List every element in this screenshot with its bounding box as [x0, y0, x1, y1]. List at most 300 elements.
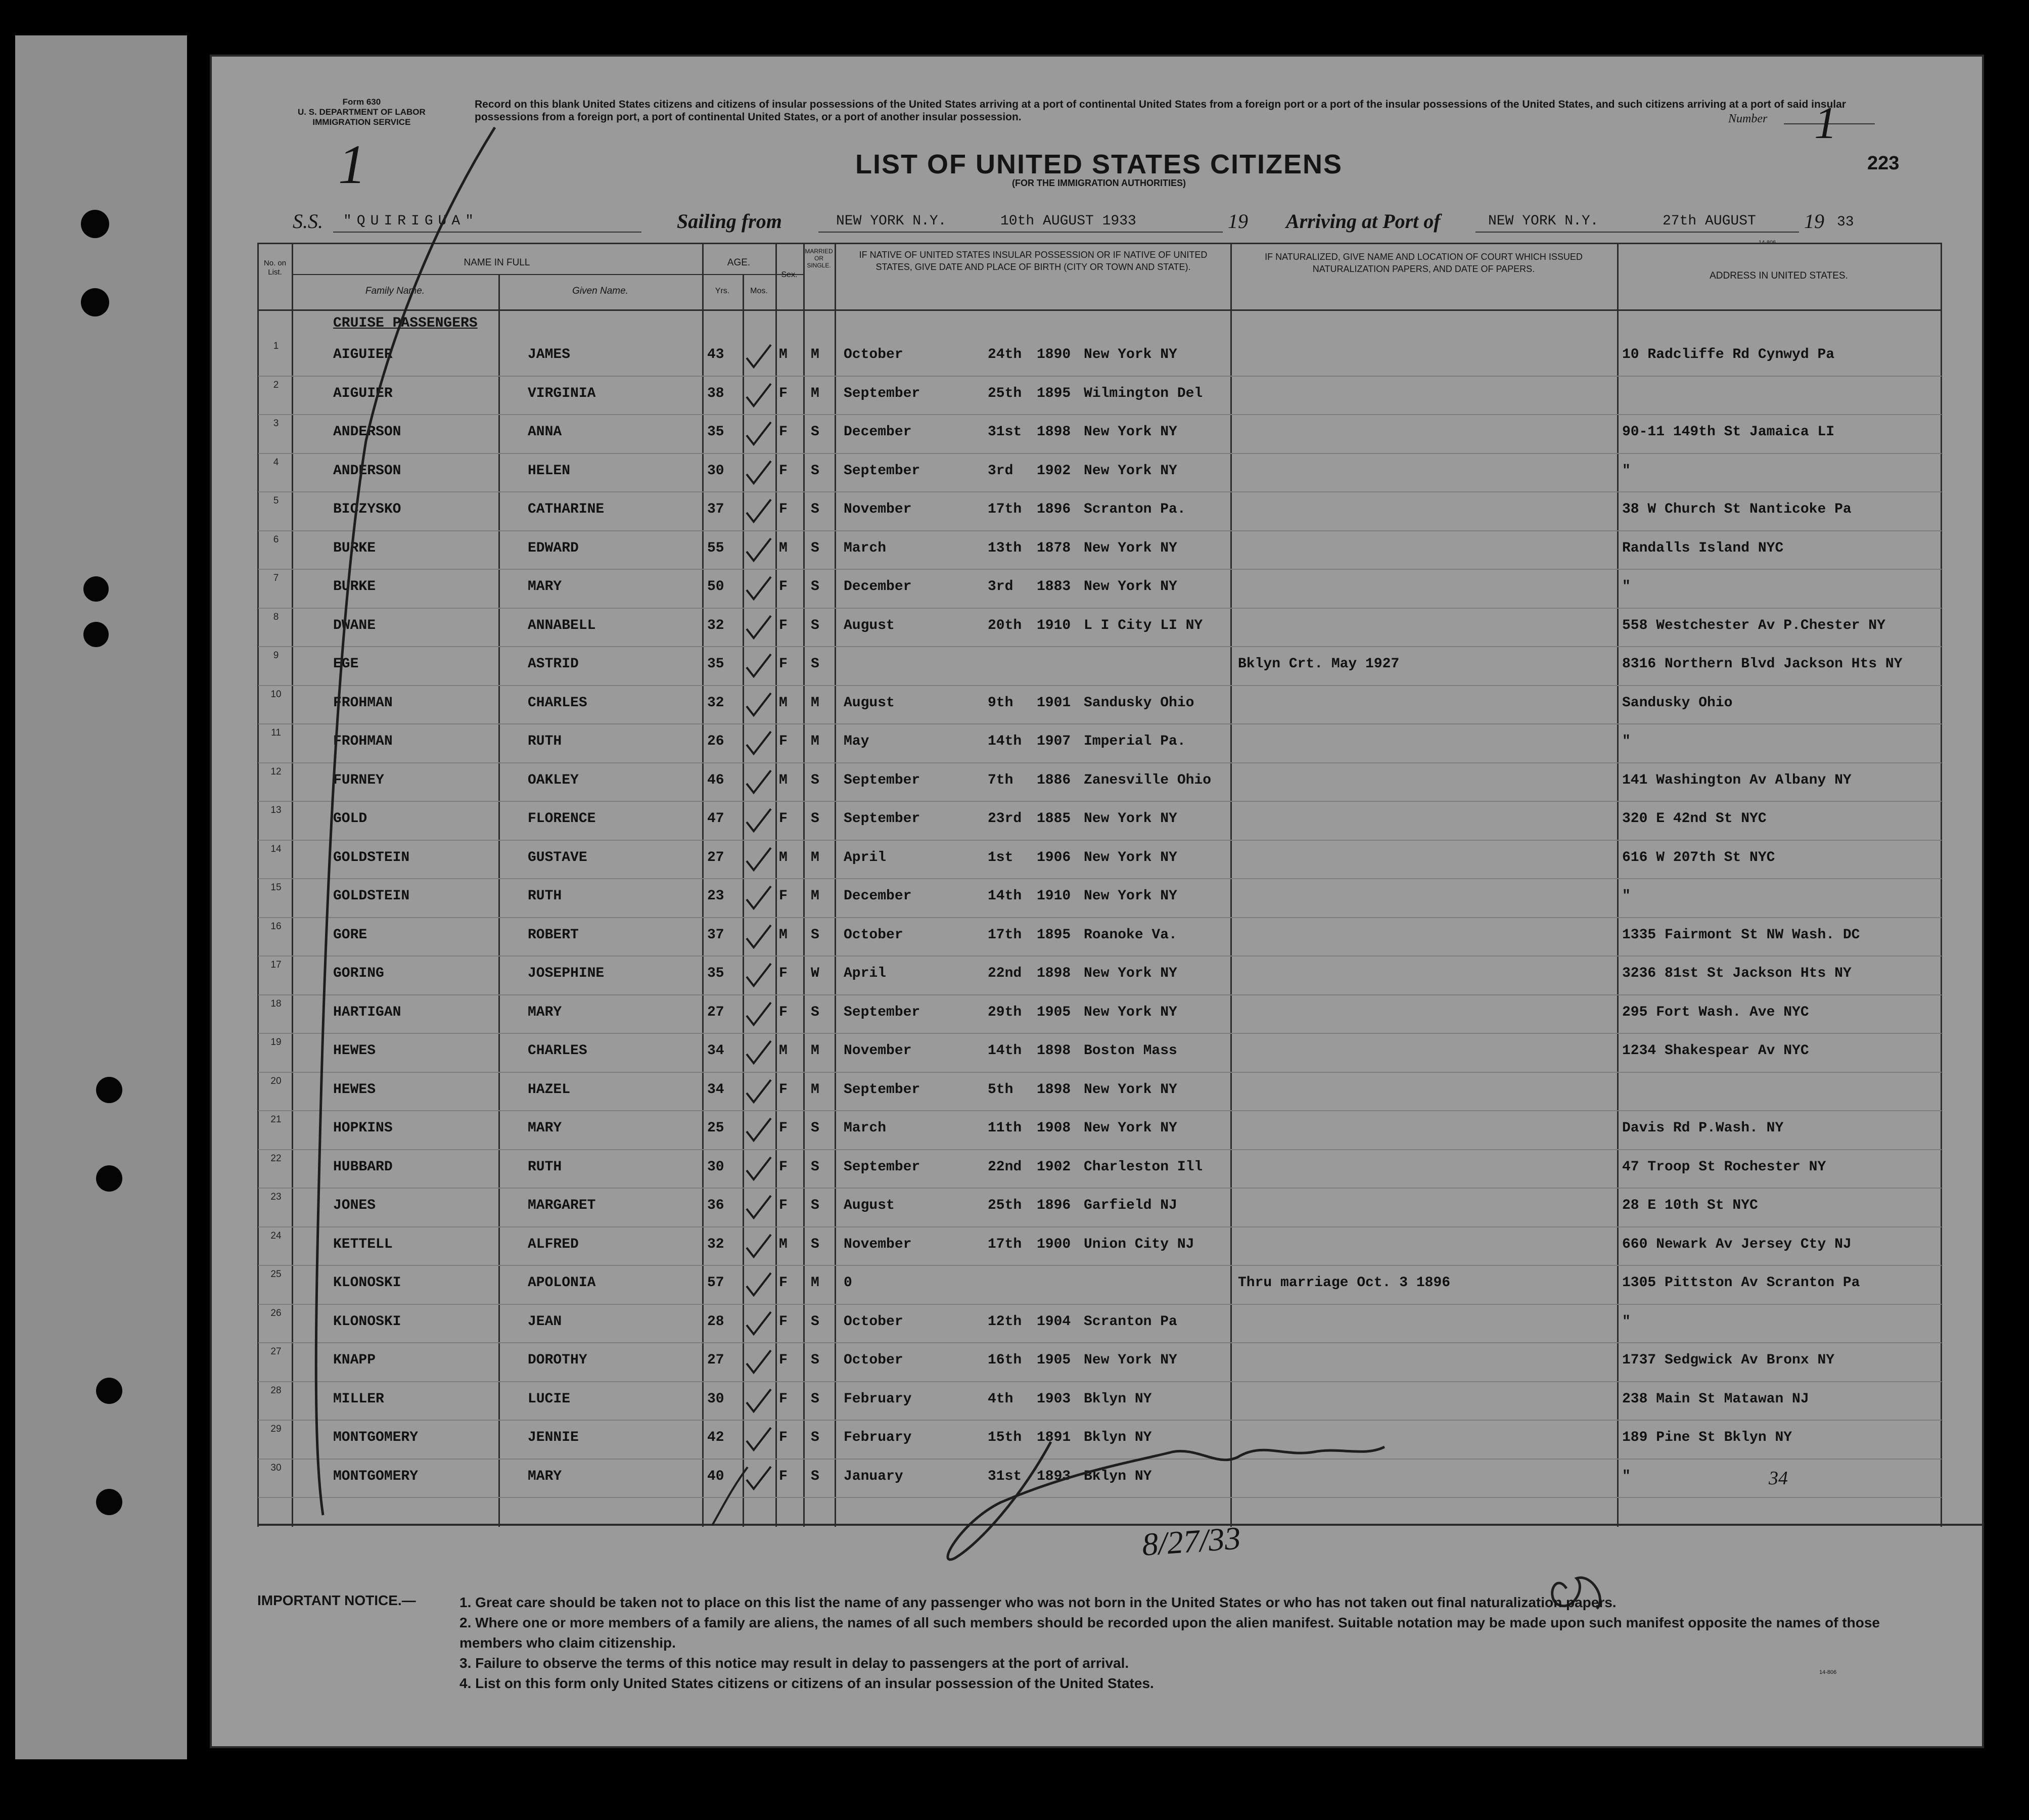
row-day: 25th [988, 1198, 1022, 1213]
row-year: 1906 [1037, 849, 1071, 866]
row-place: Roanoke Va. [1084, 927, 1177, 943]
row-status: M [811, 888, 819, 904]
row-year: 1910 [1037, 617, 1071, 633]
row-sex: F [779, 1081, 788, 1098]
row-year: 1886 [1037, 772, 1071, 788]
row-month: February [844, 1430, 912, 1445]
row-given: CHARLES [528, 1043, 587, 1059]
row-place: New York NY [1084, 888, 1177, 904]
row-address: " [1622, 888, 1631, 904]
row-status: M [811, 1081, 819, 1098]
row-place: Garfield NJ [1084, 1198, 1177, 1213]
row-address: Sandusky Ohio [1622, 695, 1733, 711]
row-month: May [844, 734, 869, 749]
row-no: 28 [270, 1385, 282, 1396]
col-header-married: MARRIED OR SINGLE. [805, 248, 833, 269]
row-month: August [844, 617, 895, 633]
row-sex: M [779, 695, 788, 711]
code-bottom: 14-806 [1819, 1669, 1837, 1675]
service-name: IMMIGRATION SERVICE [312, 117, 411, 127]
row-place: New York NY [1084, 966, 1177, 981]
row-day: 3rd [988, 579, 1013, 595]
row-status: S [811, 1352, 819, 1368]
row-no: 13 [270, 805, 282, 815]
row-place: Bklyn NY [1084, 1468, 1152, 1484]
sum-mark: 34 [1769, 1468, 1788, 1489]
row-place: Wilmington Del [1084, 385, 1203, 401]
col-header-name: NAME IN FULL [464, 257, 530, 268]
row-month: December [844, 579, 912, 595]
row-year: 1904 [1037, 1313, 1071, 1330]
row-sex: M [779, 1236, 788, 1252]
punch-hole [81, 288, 109, 316]
row-no: 22 [270, 1153, 282, 1164]
row-naturalized: Thru marriage Oct. 3 1896 [1238, 1275, 1451, 1291]
row-day: 4th [988, 1391, 1013, 1407]
row-address: " [1622, 463, 1631, 479]
row-given: DOROTHY [528, 1352, 587, 1368]
row-status: M [811, 347, 819, 362]
arrival-port: NEW YORK N.Y. [1488, 213, 1599, 229]
row-family: BURKE [333, 540, 376, 556]
row-month: November [844, 1043, 912, 1059]
row-given: JEAN [528, 1313, 562, 1330]
row-family: DWANE [333, 617, 376, 633]
row-address: 47 Troop St Rochester NY [1622, 1159, 1826, 1175]
row-family: KNAPP [333, 1352, 376, 1368]
row-status: S [811, 1236, 819, 1252]
row-given: MARY [528, 1004, 562, 1020]
row-no: 30 [270, 1462, 282, 1473]
notice-heading: IMPORTANT NOTICE.— [257, 1592, 416, 1608]
row-no: 18 [270, 998, 282, 1009]
row-address: 1335 Fairmont St NW Wash. DC [1622, 927, 1860, 943]
row-given: APOLONIA [528, 1275, 596, 1291]
row-given: JOSEPHINE [528, 966, 605, 981]
row-address: 660 Newark Av Jersey Cty NJ [1622, 1236, 1852, 1252]
arrival-date: 27th AUGUST [1663, 213, 1756, 229]
row-year: 1907 [1037, 734, 1071, 749]
row-no: 1 [273, 341, 279, 351]
row-address: 8316 Northern Blvd Jackson Hts NY [1622, 656, 1903, 672]
col-header-yrs: Yrs. [715, 287, 730, 295]
row-status: S [811, 1198, 819, 1213]
row-status: S [811, 811, 819, 827]
row-age: 38 [707, 385, 724, 401]
row-year: 1895 [1037, 385, 1071, 401]
row-no: 19 [270, 1037, 282, 1048]
row-family: GORING [333, 966, 384, 981]
row-status: S [811, 1313, 819, 1330]
row-given: ANNA [528, 424, 562, 440]
row-family: HUBBARD [333, 1159, 393, 1175]
row-day: 3rd [988, 463, 1013, 479]
row-sex: F [779, 811, 788, 827]
row-address: Davis Rd P.Wash. NY [1622, 1120, 1784, 1136]
row-sex: F [779, 966, 788, 981]
row-place: New York NY [1084, 1004, 1177, 1020]
row-place: Charleston Ill [1084, 1159, 1203, 1175]
ss-label: S.S. [293, 210, 323, 233]
row-address: 558 Westchester Av P.Chester NY [1622, 617, 1885, 633]
punch-hole [96, 1489, 122, 1515]
row-place: Union City NJ [1084, 1236, 1194, 1252]
row-given: RUTH [528, 888, 562, 904]
row-day: 13th [988, 540, 1022, 556]
margin-check-stroke [316, 127, 495, 1515]
row-family: FROHMAN [333, 734, 393, 749]
row-place: New York NY [1084, 1120, 1177, 1136]
row-family: AIGUIER [333, 385, 393, 401]
number-value: 1 [1814, 98, 1837, 148]
row-status: S [811, 424, 819, 440]
row-address: 141 Washington Av Albany NY [1622, 772, 1852, 788]
row-sex: F [779, 579, 788, 595]
row-age: 34 [707, 1043, 724, 1059]
col-header-naturalized: IF NATURALIZED, GIVE NAME AND LOCATION OF COURT WHICH ISSUED NATURALIZATION PAPERS, AND DATE OF PAPERS. [1265, 252, 1583, 274]
row-day: 15th [988, 1430, 1022, 1445]
notice-item: 2. Where one or more members of a family are aliens, the names of all such members should be recorded upon the alien manifest. Suitable notation may be made upon such manifest opposite the names of those members who claim citizenship. [459, 1615, 1880, 1651]
row-sex: F [779, 424, 788, 440]
col-header-mos: Mos. [750, 287, 768, 295]
row-family: GOLD [333, 811, 367, 827]
row-sex: M [779, 540, 788, 556]
row-month: October [844, 1352, 903, 1368]
row-year: 1878 [1037, 540, 1071, 556]
row-age: 35 [707, 966, 724, 981]
row-place: New York NY [1084, 424, 1177, 440]
row-sex: F [779, 463, 788, 479]
row-no: 14 [270, 843, 282, 854]
handwritten-mark: 1 [338, 133, 366, 195]
row-status: M [811, 695, 819, 711]
row-day: 22nd [988, 966, 1022, 981]
row-family: BURKE [333, 579, 376, 595]
row-sex: M [779, 849, 788, 866]
row-sex: F [779, 1313, 788, 1330]
row-month: October [844, 927, 903, 943]
col-header-birth: IF NATIVE OF UNITED STATES INSULAR POSSESSION OR IF NATIVE OF UNITED STATES, GIVE DATE AND PLACE OF BIRTH (CITY OR TOWN AND STATE). [859, 250, 1208, 272]
row-age: 30 [707, 463, 724, 479]
row-no: 2 [273, 379, 279, 390]
row-month: 0 [844, 1275, 852, 1291]
row-no: 24 [270, 1230, 282, 1241]
punch-hole [96, 1077, 122, 1103]
row-given: CATHARINE [528, 502, 605, 517]
row-no: 15 [270, 882, 282, 893]
row-day: 17th [988, 927, 1022, 943]
row-given: ANNABELL [528, 617, 596, 633]
row-address: 320 E 42nd St NYC [1622, 811, 1767, 827]
row-given: RUTH [528, 734, 562, 749]
row-place: Scranton Pa. [1084, 502, 1186, 517]
row-year: 1893 [1037, 1468, 1071, 1484]
row-age: 30 [707, 1159, 724, 1175]
notice-item: 1. Great care should be taken not to place on this list the name of any passenger who was not born in the United States or who has not taken out final naturalization papers. [459, 1595, 1617, 1610]
row-month: September [844, 1081, 920, 1098]
row-address: " [1622, 579, 1631, 595]
year-prefix: 19 [1228, 210, 1248, 233]
row-family: FROHMAN [333, 695, 393, 711]
punch-hole [96, 1165, 122, 1192]
row-age: 42 [707, 1430, 724, 1445]
row-sex: F [779, 617, 788, 633]
row-address: 38 W Church St Nanticoke Pa [1622, 502, 1852, 517]
col-header-family: Family Name. [365, 286, 425, 296]
row-no: 8 [273, 611, 279, 622]
row-place: New York NY [1084, 463, 1177, 479]
row-age: 27 [707, 1352, 724, 1368]
row-month: August [844, 695, 895, 711]
row-age: 37 [707, 927, 724, 943]
row-status: S [811, 1391, 819, 1407]
row-family: ANDERSON [333, 424, 401, 440]
notice-list [459, 1592, 1941, 1694]
row-month: November [844, 502, 912, 517]
col-header-age: AGE. [727, 257, 751, 268]
row-given: MARY [528, 1468, 562, 1484]
form-number: Form 630 [342, 97, 381, 107]
row-month: April [844, 849, 887, 866]
row-day: 14th [988, 734, 1022, 749]
row-family: GORE [333, 927, 367, 943]
row-given: VIRGINIA [528, 385, 596, 401]
row-year: 1898 [1037, 966, 1071, 981]
row-status: S [811, 927, 819, 943]
punch-hole [83, 622, 109, 647]
row-month: September [844, 1159, 920, 1175]
row-naturalized: Bklyn Crt. May 1927 [1238, 656, 1400, 672]
row-address: " [1622, 734, 1631, 749]
manifest-sheet [210, 55, 1984, 1748]
row-year: 1903 [1037, 1391, 1071, 1407]
row-month: December [844, 888, 912, 904]
row-month: October [844, 347, 903, 362]
row-family: HEWES [333, 1043, 376, 1059]
number-label: Number [1728, 112, 1768, 125]
row-age: 57 [707, 1275, 724, 1291]
row-no: 20 [270, 1075, 282, 1086]
row-address: 1305 Pittston Av Scranton Pa [1622, 1275, 1860, 1291]
row-year: 1902 [1037, 1159, 1071, 1175]
punch-hole [83, 576, 109, 602]
arriving-label: Arriving at Port of [1286, 210, 1441, 233]
row-month: April [844, 966, 887, 981]
row-year: 1898 [1037, 1081, 1071, 1098]
ship-name: "QUIRIGUA" [343, 213, 479, 229]
section-label: CRUISE PASSENGERS [333, 315, 478, 331]
row-given: MARY [528, 579, 562, 595]
punch-hole [81, 210, 109, 238]
row-month: February [844, 1391, 912, 1407]
row-sex: M [779, 927, 788, 943]
row-day: 25th [988, 385, 1022, 401]
row-year: 1900 [1037, 1236, 1071, 1252]
row-family: HOPKINS [333, 1120, 393, 1136]
row-sex: M [779, 347, 788, 362]
row-age: 35 [707, 656, 724, 672]
row-address: 10 Radcliffe Rd Cynwyd Pa [1622, 347, 1835, 362]
row-given: CHARLES [528, 695, 587, 711]
row-age: 30 [707, 1391, 724, 1407]
row-status: S [811, 579, 819, 595]
row-year: 1908 [1037, 1120, 1071, 1136]
row-day: 5th [988, 1081, 1013, 1098]
row-sex: F [779, 734, 788, 749]
row-age: 32 [707, 617, 724, 633]
row-month: August [844, 1198, 895, 1213]
row-no: 11 [271, 727, 281, 738]
row-place: Boston Mass [1084, 1043, 1177, 1059]
col-header-sex: Sex. [781, 270, 798, 279]
row-age: 43 [707, 347, 724, 362]
row-given: JENNIE [528, 1430, 579, 1445]
row-address: 189 Pine St Bklyn NY [1622, 1430, 1792, 1445]
row-family: KLONOSKI [333, 1275, 401, 1291]
row-address: 1737 Sedgwick Av Bronx NY [1622, 1352, 1835, 1368]
row-family: KETTELL [333, 1236, 393, 1252]
row-address: 90-11 149th St Jamaica LI [1622, 424, 1835, 440]
sailing-date: 10th AUGUST 1933 [1000, 213, 1136, 229]
row-year: 1895 [1037, 927, 1071, 943]
row-status: S [811, 1159, 819, 1175]
row-no: 6 [273, 534, 279, 545]
row-given: LUCIE [528, 1391, 571, 1407]
row-sex: F [779, 1004, 788, 1020]
row-year: 1885 [1037, 811, 1071, 827]
row-family: HARTIGAN [333, 1004, 401, 1020]
row-family: JONES [333, 1198, 376, 1213]
page-title: LIST OF UNITED STATES CITIZENS [855, 149, 1343, 179]
row-place: L I City LI NY [1084, 617, 1203, 633]
row-age: 28 [707, 1313, 724, 1330]
row-address: 3236 81st St Jackson Hts NY [1622, 966, 1852, 981]
row-address: 295 Fort Wash. Ave NYC [1622, 1004, 1809, 1020]
row-day: 1st [988, 849, 1013, 866]
row-age: 26 [707, 734, 724, 749]
row-address: Randalls Island NYC [1622, 540, 1784, 556]
row-year: 1898 [1037, 424, 1071, 440]
row-sex: M [779, 1043, 788, 1059]
row-no: 29 [270, 1424, 282, 1434]
row-day: 14th [988, 888, 1022, 904]
row-sex: F [779, 656, 788, 672]
row-status: S [811, 502, 819, 517]
signature-date: 8/27/33 [1140, 1520, 1242, 1563]
row-no: 3 [273, 418, 279, 429]
sailing-label: Sailing from [677, 210, 782, 233]
row-year: 1896 [1037, 1198, 1071, 1213]
row-place: New York NY [1084, 811, 1177, 827]
row-age: 32 [707, 1236, 724, 1252]
arrival-year-prefix: 19 [1804, 210, 1824, 233]
row-month: September [844, 811, 920, 827]
row-day: 16th [988, 1352, 1022, 1368]
row-sex: F [779, 1430, 788, 1445]
row-no: 9 [273, 650, 279, 661]
department-name: U. S. DEPARTMENT OF LABOR [298, 107, 426, 117]
row-sex: F [779, 1468, 788, 1484]
row-family: FURNEY [333, 772, 384, 788]
row-no: 7 [273, 573, 279, 583]
row-status: S [811, 772, 819, 788]
row-year: 1883 [1037, 579, 1071, 595]
row-month: October [844, 1313, 903, 1330]
row-sex: F [779, 888, 788, 904]
row-age: 47 [707, 811, 724, 827]
row-no: 5 [273, 495, 279, 506]
notice-item: 3. Failure to observe the terms of this notice may result in delay to passengers at the port of arrival. [459, 1655, 1129, 1671]
row-address: 1234 Shakespear Av NYC [1622, 1043, 1809, 1059]
row-day: 22nd [988, 1159, 1022, 1175]
row-family: MILLER [333, 1391, 384, 1407]
row-family: HEWES [333, 1081, 376, 1098]
row-year: 1905 [1037, 1352, 1071, 1368]
row-family: EGE [333, 656, 359, 672]
row-day: 12th [988, 1313, 1022, 1330]
row-no: 27 [270, 1346, 282, 1357]
row-place: New York NY [1084, 579, 1177, 595]
row-sex: F [779, 1159, 788, 1175]
row-status: M [811, 849, 819, 866]
row-age: 23 [707, 888, 724, 904]
row-sex: F [779, 1198, 788, 1213]
row-status: S [811, 1468, 819, 1484]
row-month: September [844, 385, 920, 401]
row-family: KLONOSKI [333, 1313, 401, 1330]
row-day: 9th [988, 695, 1013, 711]
row-address: 238 Main St Matawan NJ [1622, 1391, 1809, 1407]
row-family: ANDERSON [333, 463, 401, 479]
row-given: HAZEL [528, 1081, 571, 1098]
row-status: S [811, 617, 819, 633]
row-year: 1891 [1037, 1430, 1071, 1445]
row-sex: F [779, 385, 788, 401]
punch-hole [96, 1378, 122, 1404]
row-month: November [844, 1236, 912, 1252]
handwritten-annotations [212, 57, 1984, 1748]
row-sex: F [779, 1352, 788, 1368]
row-age: 35 [707, 424, 724, 440]
col-header-address: ADDRESS IN UNITED STATES. [1710, 270, 1848, 281]
row-given: ALFRED [528, 1236, 579, 1252]
row-place: Bklyn NY [1084, 1391, 1152, 1407]
row-family: MONTGOMERY [333, 1430, 419, 1445]
row-place: Imperial Pa. [1084, 734, 1186, 749]
col-header-given: Given Name. [572, 286, 628, 296]
row-month: December [844, 424, 912, 440]
row-given: ASTRID [528, 656, 579, 672]
row-year: 1890 [1037, 347, 1071, 362]
row-month: September [844, 772, 920, 788]
row-age: 34 [707, 1081, 724, 1098]
row-given: EDWARD [528, 540, 579, 556]
row-year: 1902 [1037, 463, 1071, 479]
row-status: M [811, 734, 819, 749]
row-family: MONTGOMERY [333, 1468, 419, 1484]
row-sex: F [779, 1391, 788, 1407]
row-age: 32 [707, 695, 724, 711]
row-no: 10 [270, 689, 282, 700]
row-age: 40 [707, 1468, 724, 1484]
row-month: March [844, 540, 887, 556]
page-number: 223 [1867, 153, 1900, 174]
row-given: JAMES [528, 347, 571, 362]
row-given: ROBERT [528, 927, 579, 943]
row-no: 16 [270, 921, 282, 932]
row-day: 20th [988, 617, 1022, 633]
row-year: 1898 [1037, 1043, 1071, 1059]
